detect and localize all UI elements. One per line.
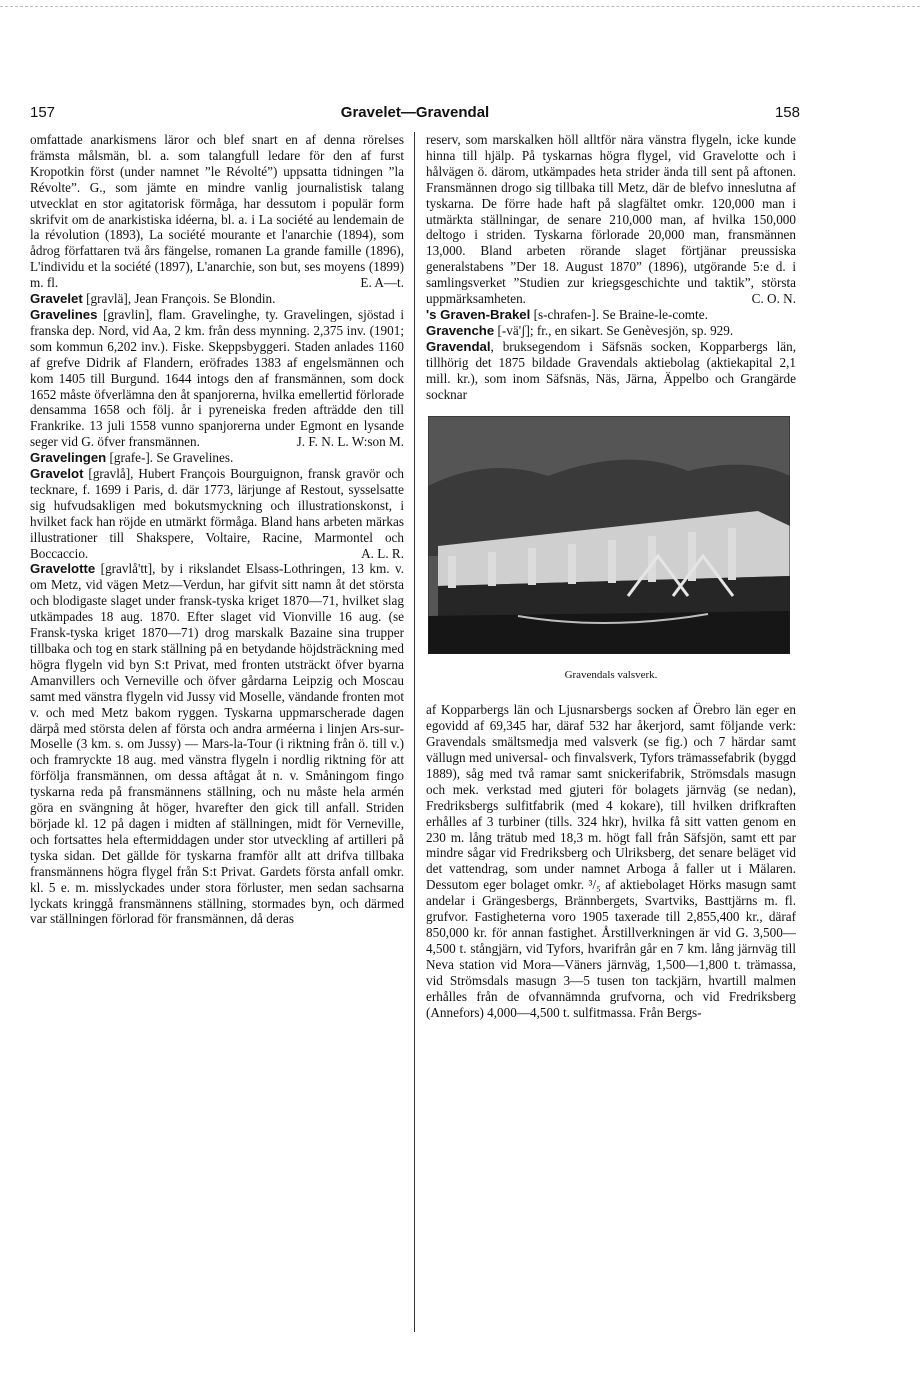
figure-caption: Gravendals valsverk.: [564, 669, 658, 682]
column-divider: [414, 132, 415, 1332]
entry-continuation: reserv, som marskalken höll alltför nära vänstra flygeln, icke kunde hinna till hjälp. På tyskarnas högra flygel, vid Gravelotte och i hålvägen ö. därom, utkämpades heta strider ända till sent på aftonen. Fransmännen drogo sig tillbaka till Metz, där de blefvo inneslutna af tyskarna. De förre hade haft på slagfältet omkr. 120,000 man i utmärkta ställningar, de senare 210,000 man, af hvilka 150,000 deltogo i striden. Tyskarna förlorade 20,000 man, fransmännen 13,000. Bland arbeten rörande slaget förtjänar preussiska generalstabens ”Der 18. August 1870” (1896), utgörande 5:e d. i samlingsverket ”Studien zur kriegsgeschichte und taktik”, största uppmärksamheten. C. O. N.: [426, 132, 796, 307]
page-header: [30, 104, 800, 124]
figure: [426, 416, 796, 684]
left-column: [30, 132, 404, 927]
author-signature: E. A—t.: [360, 275, 404, 291]
author-signature: J. F. N. L. W:son M.: [296, 434, 404, 450]
entry-gravelingen: Gravelingen [grafe-]. Se Gravelines.: [30, 450, 234, 466]
headword: Gravelotte: [30, 561, 96, 577]
headword: Gravelines: [30, 306, 98, 322]
entry-continuation: omfattade anarkismens läror och blef snart en af denna rörelses främsta målsmän, bl. a. som talangfull ledare för den af furst Kropotkin först (under namnet ”le Révolté”) uppsatta tidningen ”la Révolte”. G., som jämte en mindre vanlig journalistisk talang utvecklat en stor agitatorisk förmåga, har dessutom i populär form skrifvit om de anarkistiska idéerna, bl. a. i La société au lendemain de la révolution (1893), La société mourante et l'anarchie (1894), som ådrog författaren tvä års fängelse, romanen La grande famille (1896), L'individu et la société (1897), L'anarchie, son but, ses moyens (1899) m. fl. E. A—t.: [30, 132, 404, 291]
headword: 's Graven-Brakel: [426, 306, 531, 322]
author-signature: A. L. R.: [361, 545, 404, 561]
headword: Gravelingen: [30, 450, 107, 466]
running-title: Gravelet—Gravendal: [340, 104, 490, 121]
right-column: [426, 132, 796, 1020]
entry-gravelotte: Gravelotte [gravlå'tt], by i rikslandet Elsass-Lothringen, 13 km. v. om Metz, vid vägen Metz—Verdun, har gifvit sitt namn åt det största och blodigaste slaget under fransk-tyska kriget 1870—71, hvilket slag utkämpades 18 aug. 1870. Efter slaget vid Vionville 16 aug. (se Fransk-tyska kriget 1870—71) drog marskalk Bazaine sina trupper tillbaka och tog en stark ställning på en betydande höjdsträckning med högra flygeln vid byn S:t Privat, med fronten utsträckt öfver byarna Amanvillers och Verneville och öfver gårdarna Leipzig och Moscau samt med vänstra flygeln vid Jussy vid Moselle, vändande fronten mot v. och med Metz bakom ryggen. Tyskarna uppmarscherade dagen därpå med största delen af första och andra arméerna i linjen Ars-sur-Moselle (3 km. s. om Jussy) — Mars-la-Tour (i riktning från ö. till v.) och framryckte 18 aug. med vänstra flygeln i nordlig riktning för att förfölja fransmännen, om dessa aftågat åt n. v. Småningom fingo tyskarna reda på fransmännens ställning, och nu måste hela armén göra en svängning åt höger, hvarefter den gick till anfall. Striden började kl. 12 på dagen i midten af ställningen, midt för Verneville, och fortsattes hela eftermiddagen under stor utveckling af artilleri på tyska sidan. Det gällde för tyskarna framför allt att drifva tillbaka fransmännens högra flygel från S:t Privat. Gardets första anfall omkr. kl. 5 e. m. misslyckades under stora förluster, men sedan sachsarna lyckats kringgå fransmännens ställning, stormades byn, och därmed var ställningen förlorad för fransmännen, då deras: [30, 561, 404, 927]
entry-graven-brakel: 's Graven-Brakel [s-chrafen-]. Se Braine-le-comte.: [426, 306, 708, 322]
entry-gravelot: Gravelot [gravlå], Hubert François Bourguignon, fransk gravör och tecknare, f. 1699 i Paris, d. där 1773, lärjunge af Restout, sysselsatte sig hufvudsakligen med bokutsmyckning och illustrationskonst, i hvilket fack han röjde en utmärkt förmåga. Bland hans arbeten märkas illustrationer till Shakspere, Voltaire, Racine, Marmontel och Boccaccio. A. L. R.: [30, 466, 404, 561]
rolling-mill-photo: [428, 416, 790, 654]
entry-gravelines: Gravelines [gravlin], flam. Gravelinghe, ty. Gravelingen, sjöstad i franska dep. Nord, vid Aa, 2 km. från dess mynning. 2,375 inv. (1901; som kommun 6,202 inv.). Fiske. Skeppsbyggeri. Staden anlades 1160 af grefve Didrik af Flandern, eröfrades 1383 af engelsmännen och kom 1405 till Burgund. 1644 intogs den af fransmännen, som dock 1652 måste öfverlämna den åt spanjorerna, hvilka emellertid förlorade densamma 1658 och följ. år i pyreneiska freden afträdde den till Frankrike. 13 juli 1558 vunno spanjorerna under Egmont en lysande seger vid G. öfver fransmännen. J. F. N. L. W:son M.: [30, 306, 404, 450]
entry-gravendal-continued: af Kopparbergs län och Ljusnarsbergs socken af Örebro län eger en egovidd af 69,345 har, däraf 532 har åkerjord, samt följande verk: Gravendals smältsmedja med valsverk (se fig.) och 7 härdar samt vällugn med universal- och finvalsverk, Tyfors trämassefabrik (byggd 1889), såg med två ramar samt snickerifabrik, Strömsdals masugn och mek. verkstad med gjuteri för bolagets järnväg (se nedan), Fredriksbergs sulfitfabrik (med 4 kokare), till hvilken drifkraften erhålles af 3 turbiner (tills. 324 hkr), hvilka få sitt vatten genom en 230 m. lång trätub med 18,3 m. högt fall från Säfsjön, samt ett par mindre sågar vid Fredriksberg och Ulriksberg, det senare beläget vid det vattendrag, som under namnet Arboga å faller ut i Mälaren. Dessutom eger bolaget omkr. ³/₅ af aktiebolaget Hörks masugn samt andelar i Grängesbergs, Brännbergets, Svartviks, Basttjärns m. fl. grufvor. Fastigheterna voro 1905 taxerade till 2,855,400 kr., däraf 850,000 kr. för annan fastighet. Årstillverkningen är vid G. 3,500—4,500 t. stångjärn, vid Tyfors, hvarifrån går en 7 km. lång järnväg till Neva station vid Mora—Väners järnväg, 1,500—1,800 t. trämassa, vid Strömsdals masugn 3—5 tusen ton tackjärn, hvartill malmen erhålles från de ofvannämnda grufvorna, och vid Fredriksberg (Annefors) 4,000—4,500 t. sulfitmassa. Från Bergs-: [426, 702, 796, 1020]
entry-gravelet: Gravelet [gravlä], Jean François. Se Blondin.: [30, 291, 276, 307]
photo-illustration: [428, 416, 790, 654]
headword: Gravenche: [426, 322, 495, 338]
scan-border: [0, 6, 920, 7]
headword: Gravelot: [30, 466, 84, 482]
page-number-right: 158: [774, 104, 800, 121]
entry-gravenche: Gravenche [-vä'ʃ]; fr., en sikart. Se Genèvesjön, sp. 929.: [426, 322, 734, 338]
headword: Gravendal: [426, 338, 491, 354]
entry-gravendal: Gravendal, bruksegendom i Säfsnäs socken, Kopparbergs län, tillhörig det 1875 bildade Gravendals aktiebolag (aktiekapital 2,1 mill. kr.), som inom Säfsnäs, Näs, Järna, Äppelbo och Grangärde socknar: [426, 338, 796, 402]
headword: Gravelet: [30, 291, 83, 307]
page-number-left: 157: [30, 104, 56, 121]
author-signature: C. O. N.: [751, 291, 796, 307]
